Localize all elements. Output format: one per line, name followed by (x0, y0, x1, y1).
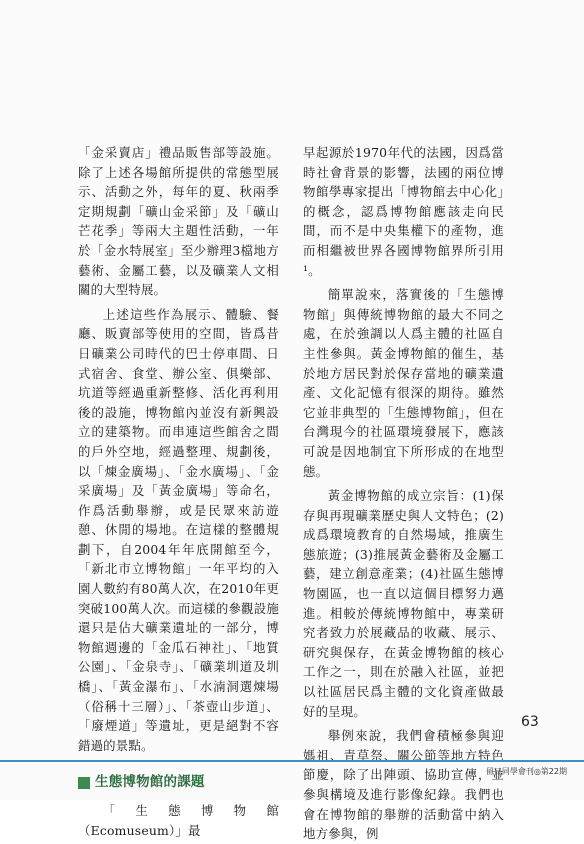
right-column (303, 143, 504, 844)
paragraph: 「生態博物館（Ecomuseum）」最 (78, 803, 279, 838)
section-heading (78, 773, 279, 793)
paragraph: 「金采賣店」禮品販售部等設施。除了上述各場館所提供的常態型展示、活動之外，每年的夏、秋兩季定期規劃「礦山金采節」及「礦山芒花季」等兩大主題性活動，一年於「金水特展室」至少辦理3檔地方藝術、金屬工藝，以及礦業人文相關的大型特展。 (78, 145, 279, 298)
paragraph: 上述這些作為展示、體驗、餐廳、販賣部等使用的空間，皆爲昔日礦業公司時代的巴士停車間、日式宿舍、食堂、辦公室、俱樂部、坑道等經過重新整修、活化再利用後的設施，博物館內並沒有新興設立的建築物。而串連這些館舍之間的戶外空地，經過整理、規劃後，以「煉金廣場」、「金水廣場」、「金采廣場」及「黃金廣場」等命名，作爲活動舉辦，或是民眾來訪遊憩、休閒的場地。在這樣的整體規劃下，自2004年年底開館至今，「新北市立博物館」一年平均的入園人數約有80萬人次，在2010年更突破100萬人次。而這樣的參觀設施還只是佔大礦業遺址的一部分，博物館週邊的「金瓜石神社」、「地質公園」、「金泉寺」、「礦業圳道及圳橋」、「黃金瀑布」、「水湳洞選煉場（俗稱十三層）」、「茶壺山步道」、「廢煙道」等遺址，更是絕對不容錯過的景點。 (78, 306, 279, 753)
section-heading-text: 生態博物館的課題 (95, 774, 205, 791)
paragraph: 黃金博物館的成立宗旨：(1)保存與再現礦業歷史與人文特色；(2)成爲環境教育的自然場域，推廣生態旅遊；(3)推展黃金藝術及金屬工藝，建立創意產業；(4)社區生態博物園區，也一直以這個目標努力邁進。相較於傳統博物館中，專業研究者致力於展藏品的收藏、展示、研究與保存，在黃金博物館的核心工作之一，則在於融入社區，並把以社區居民爲主體的文化資產做最好的呈現。 (303, 488, 504, 719)
paragraph: 簡單說來，落實後的「生態博物館」與傳統博物館的最大不同之處，在於強調以人爲主體的社區自主性參與。黃金博物館的催生，基於地方居民對於保存當地的礦業遺產、文化記憶有很深的期待。雖然它並非典型的「生態博物館」，但在台灣現今的社區環境發展下，應該可說是因地制宜下所形成的在地型態。 (303, 287, 504, 479)
square-bullet-icon (78, 777, 90, 789)
footer-divider (0, 760, 584, 762)
left-column (78, 143, 279, 840)
footer-publication: 留日同學會刊◎第22期 (485, 767, 567, 776)
paragraph: 舉例來說，我們會積極參與迎媽祖、青草祭、關公節等地方特色節慶，除了出陣頭、協助宣傳，並參與構境及進行影像紀錄。我們也會在博物館的舉辦的活動當中納入地方參與，例 (303, 728, 504, 842)
paragraph: 早起源於1970年代的法國，因爲當時社會背景的影響，法國的兩位博物館學專家提出「博物館去中心化」的概念，認爲博物館應該走向民間，而不是中央集權下的產物，進而相繼被世界各國博物館界所引用¹。 (303, 145, 504, 278)
page-number: 63 (521, 714, 539, 730)
